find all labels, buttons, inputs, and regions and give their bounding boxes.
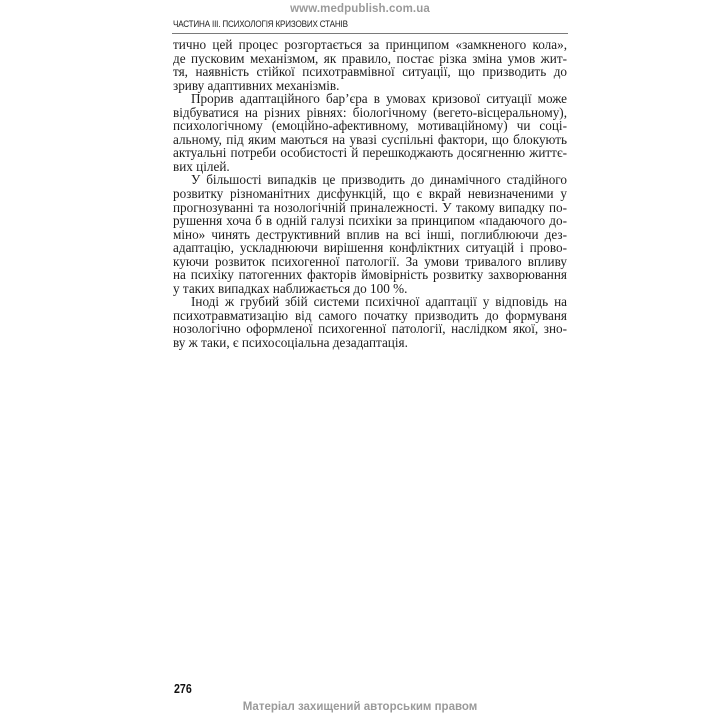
body-text bbox=[173, 38, 567, 350]
page-number: 276 bbox=[174, 682, 192, 696]
text-line: розвитку різноманітних дисфункцій, що є вкрай невизначеними у bbox=[173, 186, 567, 202]
text-line: де пусковим механізмом, як правило, постає різка зміна умов жит- bbox=[173, 50, 567, 66]
header-rule bbox=[172, 33, 568, 34]
text-line: Іноді ж грубий збій системи психічної адаптації у відповідь на bbox=[191, 294, 567, 310]
running-header: ЧАСТИНА III. ПСИХОЛОГІЯ КРИЗОВИХ СТАНІВ bbox=[173, 19, 348, 29]
text-line: куючи розвиток психогенної патології. За умови тривалого впливу bbox=[173, 253, 567, 269]
text-line: психотравматизацію від самого початку призводить до формуваня bbox=[173, 307, 567, 323]
text-line: Прорив адаптаційного бар’єра в умовах кризової ситуації може bbox=[191, 91, 567, 107]
paragraph-4 bbox=[173, 295, 567, 349]
text-line: ву ж таки, є психосоціальна дезадаптація. bbox=[173, 335, 408, 351]
paragraph-3 bbox=[173, 173, 567, 295]
text-line: адаптацію, ускладнюючи вирішення конфліктних ситуацій і прово- bbox=[173, 240, 567, 256]
text-line: альному, під яким маються на увазі суспільні фактори, що блокують bbox=[173, 131, 567, 147]
text-line: актуальні потреби особистості й перешкоджають досягненню життє- bbox=[173, 145, 567, 161]
text-line: на психіку патогенних факторів ймовірність розвитку захворювання bbox=[173, 267, 567, 283]
text-line: вих цілей. bbox=[173, 158, 230, 174]
text-line: рушення хоча б в одній галузі психіки за принципом «падаючого до- bbox=[173, 213, 567, 229]
text-line: відбуватися на різних рівнях: біологічному (вегето-вісцеральному), bbox=[173, 104, 567, 120]
text-line: прогнозуванні та нозологічній приналежності. У такому випадку по- bbox=[173, 199, 567, 215]
text-line: зриву адаптивних механізмів. bbox=[173, 77, 340, 93]
paragraph-1 bbox=[173, 38, 567, 92]
watermark-top: www.medpublish.com.ua bbox=[290, 3, 430, 15]
text-line: нозологічно оформленої психогенної патології, наслідком якої, зно- bbox=[173, 321, 567, 337]
paragraph-2 bbox=[173, 92, 567, 173]
text-line: тично цей процес розгортається за принципом «замкненого кола», bbox=[173, 37, 567, 52]
text-line: міно» чинять деструктивний вплив на всі інші, поглиблюючи дез- bbox=[173, 226, 567, 242]
watermark-bottom: Матеріал захищений авторським правом bbox=[242, 701, 478, 713]
text-line: психологічному (емоційно-афективному, мотиваційному) чи соці- bbox=[173, 118, 567, 134]
text-line: У більшості випадків це призводить до динамічного стадійного bbox=[191, 172, 567, 188]
text-line: тя, наявність стійкої психотравмівної ситуації, що призводить до bbox=[173, 64, 567, 80]
text-line: у таких випадках наближається до 100 %. bbox=[173, 280, 408, 296]
